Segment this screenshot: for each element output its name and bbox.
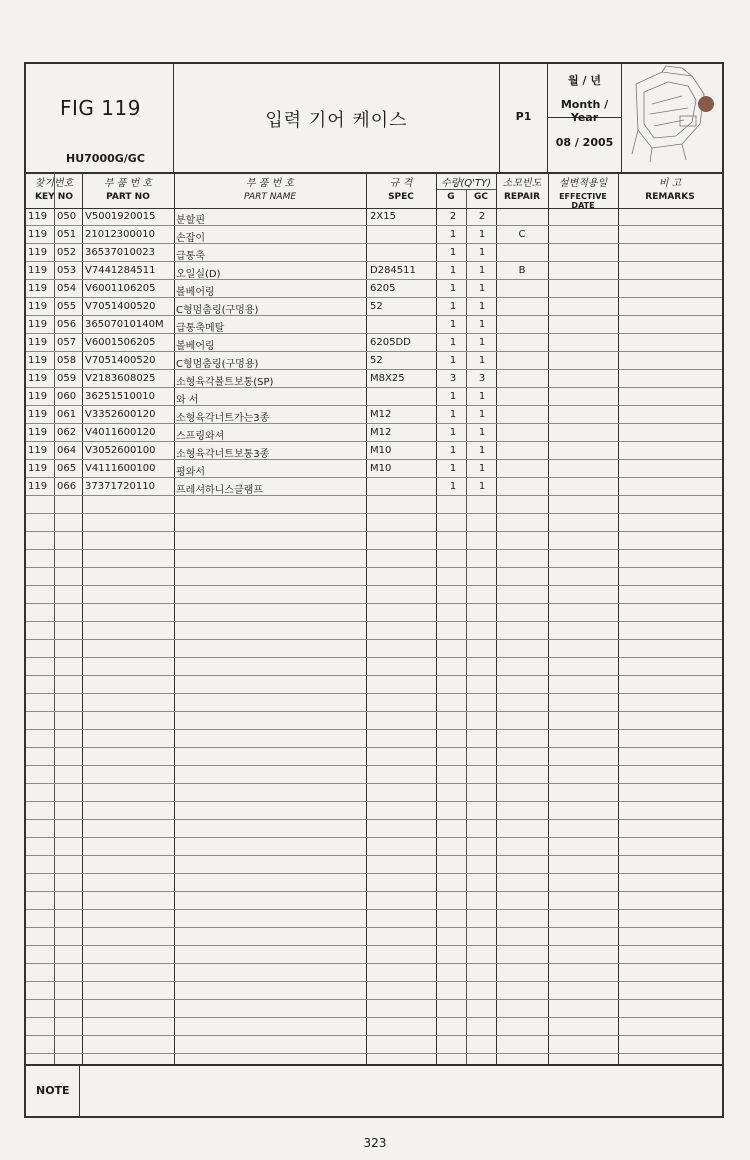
table-row (26, 640, 722, 658)
note-section (26, 1064, 722, 1118)
cell-k2: 066 (57, 481, 77, 492)
cell-g: 1 (449, 391, 457, 402)
cell-pn: V3052600100 (85, 445, 156, 456)
cell-gc: 1 (478, 229, 486, 240)
model-name: HU7000G/GC (66, 152, 145, 165)
cell-spec: D284511 (370, 265, 416, 276)
cell-repair: B (518, 265, 526, 276)
cell-pn: 21012300010 (85, 229, 155, 240)
cell-k1: 119 (28, 301, 48, 312)
col-effective-date: 설변적용일 EFFECTIVE DATE (558, 178, 608, 210)
cell-spec: M10 (370, 463, 392, 474)
table-row (26, 226, 722, 244)
cell-k1: 119 (28, 427, 48, 438)
cell-pn: V7051400520 (85, 301, 156, 312)
date-label-kr: 월 / 년 (568, 74, 601, 87)
sheet-header (26, 64, 722, 174)
cell-pn: V6001506205 (85, 337, 156, 348)
cell-k1: 119 (28, 409, 48, 420)
table-row (26, 604, 722, 622)
table-row (26, 838, 722, 856)
table-row (26, 262, 722, 280)
cell-k2: 054 (57, 283, 77, 294)
cell-k1: 119 (28, 283, 48, 294)
cell-name: 평와서 (176, 467, 205, 478)
cell-pn: V4111600100 (85, 463, 156, 474)
table-row (26, 748, 722, 766)
cell-g: 1 (449, 283, 457, 294)
cell-name: C형멈춤링(구멍용) (176, 359, 259, 370)
cell-gc: 1 (478, 427, 486, 438)
table-row (26, 1000, 722, 1018)
cell-k1: 119 (28, 247, 48, 258)
cell-name: 소형육각너트보통3종 (176, 449, 270, 460)
cell-gc: 1 (478, 463, 486, 474)
cell-name: 볼베어링 (176, 287, 215, 298)
table-row (26, 568, 722, 586)
table-row (26, 946, 722, 964)
cell-repair: C (518, 229, 526, 240)
cell-gc: 1 (478, 445, 486, 456)
cell-gc: 1 (478, 409, 486, 420)
table-row (26, 388, 722, 406)
col-part-no: 부 품 번 호 PART NO (103, 178, 153, 202)
table-row (26, 622, 722, 640)
cell-name: C형멈춤링(구멍용) (176, 305, 259, 316)
table-row (26, 730, 722, 748)
cell-spec: M12 (370, 427, 392, 438)
cell-k2: 062 (57, 427, 77, 438)
table-row (26, 982, 722, 1000)
cell-pn: V4011600120 (85, 427, 156, 438)
cell-gc: 1 (478, 283, 486, 294)
cell-k2: 053 (57, 265, 77, 276)
cell-pn: V3352600120 (85, 409, 156, 420)
date-box (548, 64, 622, 172)
cell-g: 1 (449, 409, 457, 420)
page-ref-box (500, 64, 548, 172)
cell-g: 1 (449, 319, 457, 330)
cell-spec: M12 (370, 409, 392, 420)
cell-pn: 36537010023 (85, 247, 155, 258)
cell-k2: 056 (57, 319, 77, 330)
col-key-no: 찾기번호 KEY NO (34, 178, 74, 202)
cell-k2: 059 (57, 373, 77, 384)
cell-g: 1 (449, 481, 457, 492)
table-row (26, 406, 722, 424)
table-row (26, 676, 722, 694)
cell-name: 분할핀 (176, 215, 205, 226)
cell-k1: 119 (28, 337, 48, 348)
table-row (26, 856, 722, 874)
cell-gc: 1 (478, 265, 486, 276)
cell-pn: V7051400520 (85, 355, 156, 366)
table-row (26, 550, 722, 568)
cell-g: 1 (449, 301, 457, 312)
table-row (26, 1018, 722, 1036)
cell-g: 2 (449, 211, 457, 222)
table-row (26, 442, 722, 460)
col-remarks: 비 고 REMARKS (645, 178, 695, 202)
cell-pn: V2183608025 (85, 373, 156, 384)
cell-spec: 52 (370, 355, 383, 366)
cell-k2: 052 (57, 247, 77, 258)
cell-name: 와 서 (176, 395, 199, 406)
cell-k1: 119 (28, 319, 48, 330)
cell-k2: 061 (57, 409, 77, 420)
figure-box (26, 64, 174, 172)
col-repair: 소모빈도 REPAIR (502, 178, 542, 202)
cell-k1: 119 (28, 481, 48, 492)
cell-k1: 119 (28, 211, 48, 222)
cell-k2: 060 (57, 391, 77, 402)
cell-g: 3 (449, 373, 457, 384)
table-row (26, 928, 722, 946)
cell-pn: 36251510010 (85, 391, 155, 402)
col-part-name: 부 품 번 호 PART NAME (243, 178, 297, 202)
gear-case-sketch-icon (622, 64, 720, 168)
table-row (26, 244, 722, 262)
title-box (174, 64, 500, 172)
table-row (26, 316, 722, 334)
cell-gc: 1 (478, 355, 486, 366)
date-value: 08 / 2005 (555, 136, 614, 149)
figure-number: FIG 119 (60, 96, 141, 120)
cell-name: 급통축 (176, 251, 205, 262)
cell-pn: 36507010140M (85, 319, 164, 330)
table-row (26, 820, 722, 838)
cell-name: 볼베어링 (176, 341, 215, 352)
cell-gc: 2 (478, 211, 486, 222)
table-row (26, 496, 722, 514)
table-row (26, 208, 722, 226)
cell-name: 손잡이 (176, 233, 205, 244)
table-row (26, 766, 722, 784)
cell-name: 오일실(D) (176, 269, 221, 280)
col-spec: 규 격 SPEC (388, 178, 414, 202)
table-row (26, 532, 722, 550)
table-row (26, 694, 722, 712)
cell-g: 1 (449, 229, 457, 240)
table-row (26, 1036, 722, 1054)
cell-spec: 6205DD (370, 337, 411, 348)
table-row (26, 892, 722, 910)
cell-gc: 1 (478, 481, 486, 492)
table-row (26, 298, 722, 316)
col-qty: 수량(Q'TY) G GC (436, 172, 496, 208)
cell-k2: 051 (57, 229, 77, 240)
cell-name: 소형육각너트가는3종 (176, 413, 270, 424)
page-ref: P1 (515, 110, 532, 123)
table-row (26, 514, 722, 532)
cell-gc: 3 (478, 373, 486, 384)
table-row (26, 424, 722, 442)
cell-k1: 119 (28, 463, 48, 474)
cell-pn: V7441284511 (85, 265, 156, 276)
table-row (26, 280, 722, 298)
cell-k1: 119 (28, 265, 48, 276)
page-number: 323 (363, 1136, 387, 1150)
table-row (26, 712, 722, 730)
cell-name: 스프링와셔 (176, 431, 225, 442)
cell-spec: 6205 (370, 283, 396, 294)
cell-spec: M8X25 (370, 373, 405, 384)
cell-pn: 37371720110 (85, 481, 155, 492)
table-row (26, 964, 722, 982)
cell-gc: 1 (478, 301, 486, 312)
cell-spec: M10 (370, 445, 392, 456)
table-row (26, 910, 722, 928)
date-label-en: Month / Year (560, 98, 609, 124)
cell-spec: 52 (370, 301, 383, 312)
cell-g: 1 (449, 427, 457, 438)
cell-name: 급통축메탈 (176, 323, 225, 334)
table-row (26, 478, 722, 496)
cell-k2: 058 (57, 355, 77, 366)
cell-name: 프레셔하니스클램프 (176, 485, 263, 496)
cell-k1: 119 (28, 391, 48, 402)
table-row (26, 370, 722, 388)
cell-g: 1 (449, 247, 457, 258)
table-row (26, 802, 722, 820)
cell-pn: V5001920015 (85, 211, 156, 222)
cell-g: 1 (449, 445, 457, 456)
cell-g: 1 (449, 355, 457, 366)
assembly-thumbnail (622, 64, 722, 172)
cell-k1: 119 (28, 373, 48, 384)
cell-g: 1 (449, 463, 457, 474)
cell-gc: 1 (478, 391, 486, 402)
table-row (26, 586, 722, 604)
table-row (26, 784, 722, 802)
cell-g: 1 (449, 337, 457, 348)
parts-sheet (24, 62, 724, 1118)
cell-k2: 064 (57, 445, 77, 456)
table-row (26, 658, 722, 676)
cell-g: 1 (449, 265, 457, 276)
cell-k2: 050 (57, 211, 77, 222)
cell-spec: 2X15 (370, 211, 396, 222)
cell-k1: 119 (28, 355, 48, 366)
table-row (26, 334, 722, 352)
page-title: 입력 기어 케이스 (265, 110, 408, 131)
note-label: NOTE (36, 1084, 70, 1097)
cell-k1: 119 (28, 229, 48, 240)
cell-gc: 1 (478, 337, 486, 348)
table-row (26, 460, 722, 478)
table-row (26, 352, 722, 370)
cell-k2: 065 (57, 463, 77, 474)
cell-k2: 055 (57, 301, 77, 312)
cell-pn: V6001106205 (85, 283, 156, 294)
cell-gc: 1 (478, 247, 486, 258)
cell-gc: 1 (478, 319, 486, 330)
cell-k1: 119 (28, 445, 48, 456)
cell-k2: 057 (57, 337, 77, 348)
cell-name: 소형육각볼트보통(SP) (176, 377, 274, 388)
table-row (26, 874, 722, 892)
